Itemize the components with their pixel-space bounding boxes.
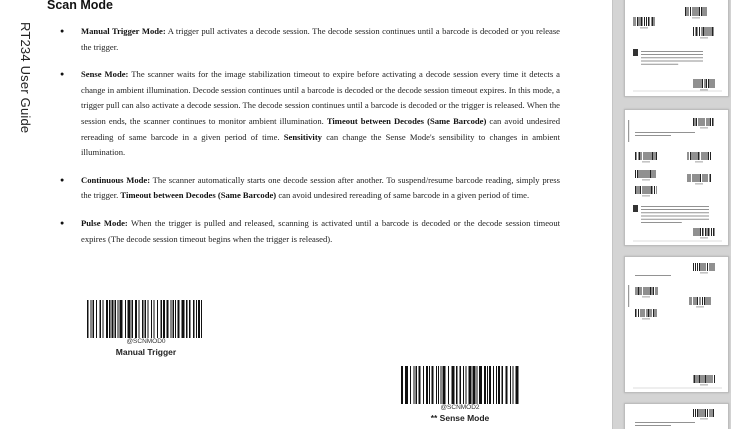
body-text: When the trigger is pulled and released, scanning is activated until a barcode is decoded or the decode session timeout expires (The decode session timeout begins when the trigger is released). (81, 217, 560, 244)
barcode-image (85, 300, 207, 338)
body-text: can change the Sense Mode's sensibility to changes in ambient illumination. (81, 131, 560, 158)
body-text: The scanner waits for the image stabilization timeout to expire before activating a decode session every time it detects a change in ambient illumination. Decode session continues until a barcode is decoded or the decode session timeout expires. In this mode, a trigger pull can also activate a decode session. The decode session continues until a barcode is decoded or the trigger is released. When the session ends, the scanner continues to monitor ambient illumination. (81, 69, 560, 126)
barcode-caption: Manual Trigger (115, 347, 177, 357)
thumbnail-panel[interactable] (612, 0, 731, 429)
section-heading: Scan Mode (47, 0, 113, 12)
scan-mode-list (60, 24, 560, 247)
list-item-continuous-mode (60, 173, 560, 204)
list-item-sense-mode (60, 67, 560, 161)
bold-term: Timeout between Decodes (Same Barcode) (326, 115, 487, 126)
page-thumbnail-2[interactable] (624, 109, 729, 246)
bold-term: Timeout between Decodes (Same Barcode) (120, 190, 277, 201)
barcode-manual-trigger (85, 300, 207, 358)
list-item-manual-trigger (60, 24, 560, 55)
barcode-image (399, 366, 521, 404)
body-text: can avoid undesired rereading of same barcode in a given period of time. (81, 115, 561, 142)
term-pulse-mode: Pulse Mode: (81, 217, 128, 228)
body-text: A trigger pull activates a decode session. The decode session continues until a barcode is decoded or you release the trigger. (81, 26, 560, 52)
barcode-code-text: @SCNMOD2 (440, 404, 480, 411)
side-title: RT234 User Guide (18, 22, 33, 134)
page-thumbnail-4[interactable] (624, 403, 729, 429)
bold-term: Sensitivity (283, 131, 322, 142)
term-manual-trigger: Manual Trigger Mode: (81, 26, 166, 36)
barcode-sense-mode (399, 366, 521, 424)
barcode-code-text: @SCNMOD0 (126, 338, 166, 345)
term-continuous-mode: Continuous Mode: (81, 174, 151, 185)
page-thumbnail-3[interactable] (624, 256, 729, 393)
body-text: The scanner automatically starts one decode session after another. To suspend/resume barcode reading, simply press the trigger. (81, 174, 560, 201)
body-text: can avoid undesired rereading of same barcode in a given period of time. (276, 190, 530, 201)
term-sense-mode: Sense Mode: (81, 69, 129, 80)
list-item-pulse-mode (60, 216, 560, 247)
page-thumbnail-1[interactable] (624, 0, 729, 97)
barcode-caption: ** Sense Mode (430, 413, 490, 423)
